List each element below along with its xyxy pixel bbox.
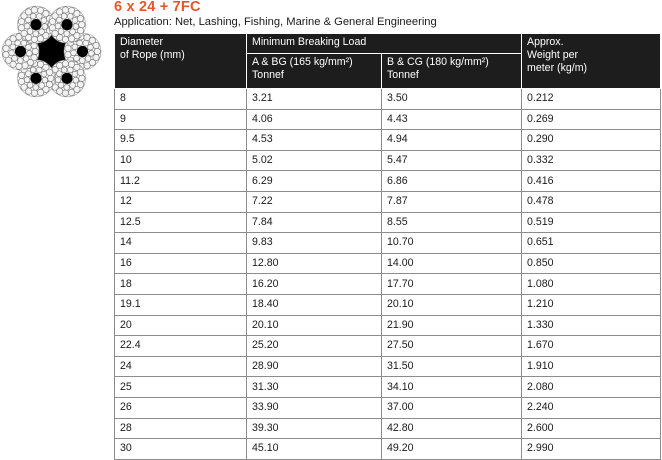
cell-weight: 1.210 bbox=[522, 294, 661, 315]
cell-diameter: 14 bbox=[115, 233, 247, 254]
cell-diameter: 11.2 bbox=[115, 171, 247, 192]
cell-load-b: 3.50 bbox=[382, 89, 522, 110]
cell-weight: 0.651 bbox=[522, 233, 661, 254]
cell-weight: 0.290 bbox=[522, 130, 661, 151]
cell-load-b: 5.47 bbox=[382, 150, 522, 171]
cell-load-a: 31.30 bbox=[247, 377, 382, 398]
table-row bbox=[115, 150, 661, 171]
table-row bbox=[115, 315, 661, 336]
cell-load-b: 8.55 bbox=[382, 212, 522, 233]
cell-diameter: 20 bbox=[115, 315, 247, 336]
header-diameter bbox=[115, 34, 247, 89]
table-row bbox=[115, 89, 661, 110]
cell-weight: 2.240 bbox=[522, 397, 661, 418]
cell-load-b: 6.86 bbox=[382, 171, 522, 192]
header-grade-a-line1: A & BG (165 kg/mm²) bbox=[252, 56, 353, 68]
cell-load-b: 7.87 bbox=[382, 191, 522, 212]
table-row bbox=[115, 418, 661, 439]
cell-load-b: 49.20 bbox=[382, 439, 522, 460]
cell-weight: 1.910 bbox=[522, 356, 661, 377]
header-grade-b-line1: B & CG (180 kg/mm²) bbox=[387, 56, 489, 68]
cell-weight: 0.269 bbox=[522, 109, 661, 130]
header-min-breaking-load-label: Minimum Breaking Load bbox=[252, 36, 367, 48]
cell-diameter: 22.4 bbox=[115, 336, 247, 357]
cell-diameter: 9 bbox=[115, 109, 247, 130]
cell-weight: 0.850 bbox=[522, 253, 661, 274]
cell-weight: 2.990 bbox=[522, 439, 661, 460]
application-subtitle: Application: Net, Lashing, Fishing, Marine & General Engineering bbox=[114, 16, 437, 28]
cell-load-b: 42.80 bbox=[382, 418, 522, 439]
cell-diameter: 24 bbox=[115, 356, 247, 377]
header-grade-a bbox=[247, 54, 382, 89]
cell-load-b: 34.10 bbox=[382, 377, 522, 398]
cell-load-a: 4.53 bbox=[247, 130, 382, 151]
cell-diameter: 26 bbox=[115, 397, 247, 418]
cell-weight: 1.330 bbox=[522, 315, 661, 336]
header-min-breaking-load bbox=[247, 34, 522, 54]
cell-weight: 0.332 bbox=[522, 150, 661, 171]
cell-diameter: 25 bbox=[115, 377, 247, 398]
table-row bbox=[115, 274, 661, 295]
table-row bbox=[115, 356, 661, 377]
cell-load-a: 45.10 bbox=[247, 439, 382, 460]
cell-diameter: 10 bbox=[115, 150, 247, 171]
cell-load-b: 10.70 bbox=[382, 233, 522, 254]
table-row bbox=[115, 212, 661, 233]
cell-load-a: 7.22 bbox=[247, 191, 382, 212]
table-row bbox=[115, 439, 661, 460]
cell-load-a: 39.30 bbox=[247, 418, 382, 439]
cell-load-a: 7.84 bbox=[247, 212, 382, 233]
cell-weight: 0.212 bbox=[522, 89, 661, 110]
cell-load-a: 6.29 bbox=[247, 171, 382, 192]
cell-load-b: 4.94 bbox=[382, 130, 522, 151]
cell-diameter: 12.5 bbox=[115, 212, 247, 233]
cell-diameter: 19.1 bbox=[115, 294, 247, 315]
cell-load-a: 5.02 bbox=[247, 150, 382, 171]
cell-load-a: 18.40 bbox=[247, 294, 382, 315]
cell-weight: 0.416 bbox=[522, 171, 661, 192]
table-row bbox=[115, 109, 661, 130]
cell-diameter: 9.5 bbox=[115, 130, 247, 151]
cell-load-b: 27.50 bbox=[382, 336, 522, 357]
cell-diameter: 16 bbox=[115, 253, 247, 274]
header-grade-a-line2: Tonnef bbox=[252, 69, 284, 81]
cell-weight: 2.600 bbox=[522, 418, 661, 439]
cell-load-a: 33.90 bbox=[247, 397, 382, 418]
cell-diameter: 8 bbox=[115, 89, 247, 110]
cell-diameter: 30 bbox=[115, 439, 247, 460]
cell-load-b: 20.10 bbox=[382, 294, 522, 315]
cell-weight: 2.080 bbox=[522, 377, 661, 398]
cell-weight: 1.670 bbox=[522, 336, 661, 357]
cell-load-a: 28.90 bbox=[247, 356, 382, 377]
header-grade-b bbox=[382, 54, 522, 89]
cell-diameter: 18 bbox=[115, 274, 247, 295]
cell-weight: 1.080 bbox=[522, 274, 661, 295]
header-weight-line1: Approx. bbox=[527, 36, 564, 48]
cell-load-a: 25.20 bbox=[247, 336, 382, 357]
rope-cross-section-image bbox=[0, 0, 103, 103]
table-row bbox=[115, 171, 661, 192]
cell-load-a: 3.21 bbox=[247, 89, 382, 110]
cell-weight: 0.478 bbox=[522, 191, 661, 212]
table-row bbox=[115, 253, 661, 274]
table-row bbox=[115, 130, 661, 151]
cell-weight: 0.519 bbox=[522, 212, 661, 233]
header-weight bbox=[522, 34, 661, 89]
cell-load-a: 20.10 bbox=[247, 315, 382, 336]
cell-load-a: 16.20 bbox=[247, 274, 382, 295]
page-title: 6 x 24 + 7FC bbox=[114, 0, 201, 15]
cell-load-a: 9.83 bbox=[247, 233, 382, 254]
header-diameter-line2: of Rope (mm) bbox=[120, 49, 185, 61]
header-weight-line3: meter (kg/m) bbox=[527, 62, 588, 74]
cell-load-b: 17.70 bbox=[382, 274, 522, 295]
cell-load-b: 21.90 bbox=[382, 315, 522, 336]
cell-diameter: 12 bbox=[115, 191, 247, 212]
cell-load-b: 14.00 bbox=[382, 253, 522, 274]
cell-load-b: 31.50 bbox=[382, 356, 522, 377]
table-row bbox=[115, 336, 661, 357]
cell-load-b: 37.00 bbox=[382, 397, 522, 418]
cell-diameter: 28 bbox=[115, 418, 247, 439]
header-diameter-line1: Diameter bbox=[120, 36, 163, 48]
cell-load-b: 4.43 bbox=[382, 109, 522, 130]
table-row bbox=[115, 191, 661, 212]
cell-load-a: 4.06 bbox=[247, 109, 382, 130]
table-row bbox=[115, 233, 661, 254]
breaking-load-table bbox=[114, 33, 661, 460]
header-grade-b-line2: Tonnef bbox=[387, 69, 419, 81]
table-row bbox=[115, 397, 661, 418]
header-weight-line2: Weight per bbox=[527, 49, 579, 61]
cell-load-a: 12.80 bbox=[247, 253, 382, 274]
table-row bbox=[115, 377, 661, 398]
table-row bbox=[115, 294, 661, 315]
